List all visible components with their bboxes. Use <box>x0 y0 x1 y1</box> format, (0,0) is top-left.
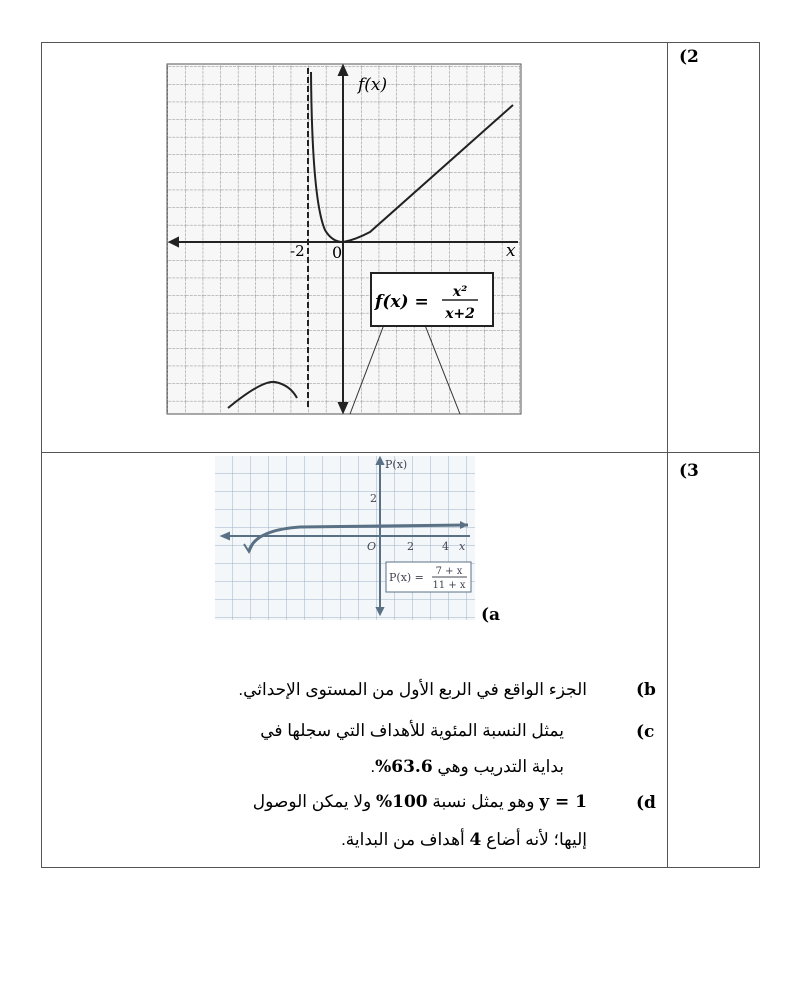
tick-label-neg2: -2 <box>290 242 305 260</box>
question-number-2: (2 <box>679 47 699 67</box>
tick-label-x4: 4 <box>442 540 449 553</box>
part-d-line2 <box>341 830 587 850</box>
percentage-value: 100% <box>375 792 428 812</box>
formula-denominator: x+2 <box>445 306 475 322</box>
part-c-label: (c <box>636 722 655 742</box>
goals-value: 4 <box>469 830 482 850</box>
part-d-line2-text-b: أهداف من البداية. <box>341 830 470 849</box>
part-b-label: (b <box>636 680 656 700</box>
period: . <box>370 757 376 776</box>
equation: y = 1 <box>539 792 587 812</box>
question-number-3: (3 <box>679 461 699 481</box>
formula-numerator: 7 + x <box>435 566 463 577</box>
formula-lhs: f(x) = <box>375 292 429 312</box>
part-d-text-b: ولا يمكن الوصول <box>252 792 376 811</box>
graph-f-x <box>165 62 523 416</box>
x-axis-label: x <box>506 241 516 261</box>
graph-p-x <box>214 455 476 621</box>
formula-denominator: 11 + x <box>432 580 466 591</box>
part-c-line2-text: بداية التدريب وهي <box>432 757 564 776</box>
part-d-line1 <box>253 792 587 812</box>
part-d-label: (d <box>636 793 656 813</box>
tick-label-x2: 2 <box>407 540 414 553</box>
row-divider <box>41 452 760 453</box>
x-axis-label: x <box>459 540 466 553</box>
formula-lhs: P(x) = <box>389 571 424 584</box>
origin-label: 0 <box>332 243 343 262</box>
y-axis-label: f(x) <box>358 75 388 95</box>
part-d-text-a: وهو يمثل نسبة <box>427 792 540 811</box>
part-b-text: الجزء الواقع في الربع الأول من المستوى الإحداثي. <box>238 680 587 699</box>
part-c-line1: يمثل النسبة المئوية للأهداف التي سجلها في <box>260 721 564 740</box>
formula-numerator: x² <box>452 284 468 300</box>
y-axis-label: P(x) <box>385 458 408 471</box>
column-divider <box>667 42 668 868</box>
percentage-value: 63.6% <box>375 757 433 777</box>
part-a-label: (a <box>481 605 501 625</box>
tick-label-y2: 2 <box>370 492 377 505</box>
part-d-line2-text-a: إليها؛ لأنه أضاع <box>481 830 587 849</box>
part-c-line2 <box>370 757 564 777</box>
origin-label: O <box>367 540 377 553</box>
